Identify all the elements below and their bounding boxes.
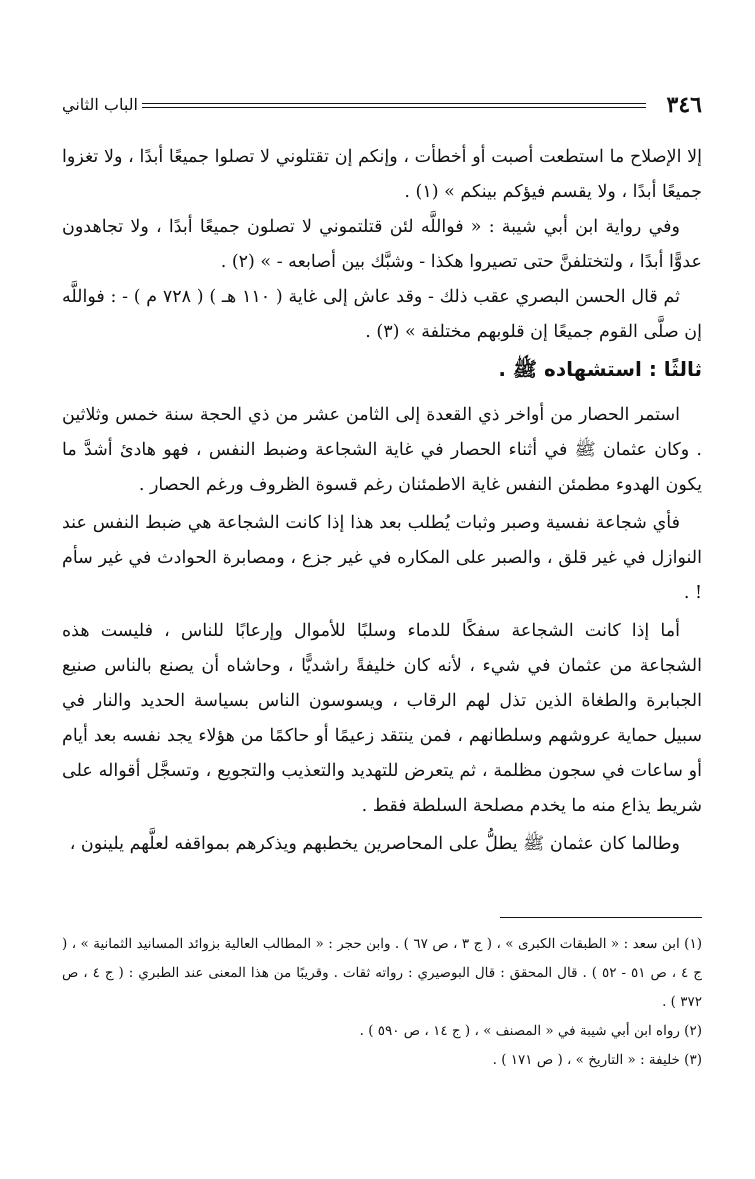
section-text-block (62, 398, 702, 865)
footnote: (٣) خليفة : « التاريخ » ، ( ص ١٧١ ) . (492, 1052, 702, 1068)
paragraph: وطالما كان عثمان ﷺ يطلُّ على المحاصرين يخطبهم ويذكرهم بمواقفه لعلَّهم يلينون ، (69, 834, 680, 854)
footnote: (١) ابن سعد : « الطبقات الكبرى » ، ( ج ٣ ، ص ٦٧ ) . وابن حجر : « المطالب العالية بزوائد المسانيد الثمانية » ، ( ج ٤ ، ص ٥١ - ٥٢ ) . قال المحقق : قال البوصيري : رواته ثقات . وقريبًا من هذا المعنى عند الطبري : ( ج ٤ ، ص ٣٧٢ ) . (62, 936, 702, 1010)
section-heading: ثالثًا : استشهاده ﷺ . (498, 357, 702, 381)
paragraph: فأي شجاعة نفسية وصبر وثبات يُطلب بعد هذا إذا كانت الشجاعة هي ضبط النفس عند النوازل في غير قلق ، والصبر على المكاره في غير جزع ، ومصابرة الحوادث في غير سأم ! . (62, 513, 702, 603)
paragraph: وفي رواية ابن أبي شيبة : « فواللَّه لئن قتلتموني لا تصلون جميعًا أبدًا ، ولا تجاهدون عدوًّا أبدًا ، ولتختلفنَّ حتى تصيروا هكذا - وشبَّك بين أصابعه - » (٢) . (62, 217, 702, 272)
paragraph: استمر الحصار من أواخر ذي القعدة إلى الثامن عشر من ذي الحجة سنة خمس وثلاثين . وكان عثمان ﷺ في أثناء الحصار في غاية الشجاعة وضبط النفس ، فهو هادئ أشدَّ ما يكون الهدوء مطمئن النفس غاية الاطمئنان رغم قسوة الظروف ورغم الحصار . (62, 405, 702, 495)
paragraph: أما إذا كانت الشجاعة سفكًا للدماء وسلبًا للأموال وإرعابًا للناس ، فليست هذه الشجاعة من عثمان في شيء ، لأنه كان خليفةً راشديًّا ، وحاشاه أن يصنع بالناس صنيع الجبابرة والطغاة الذين تذل لهم الرقاب ، ويسوسون الناس بسياسة الحديد والنار في سبيل حماية عروشهم وسلطانهم ، فمن ينتقد زعيمًا أو حاكمًا من هؤلاء يجد نفسه بعد أيام أو ساعات في سجون مظلمة ، ثم يتعرض للتهديد والتعذيب والتجويع ، وتسجَّل أقواله على شريط يذاع منه ما يخدم مصلحة السلطة فقط . (62, 621, 702, 816)
page-number: ٣٤٦ (666, 92, 702, 118)
header-rule (142, 103, 646, 108)
continued-text-block (62, 140, 702, 350)
footnotes (62, 930, 702, 1075)
footnote-separator (500, 917, 702, 918)
paragraph: إلا الإصلاح ما استطعت أصبت أو أخطأت ، وإنكم إن تقتلوني لا تصلوا جميعًا أبدًا ، ولا تغزوا جميعًا أبدًا ، ولا يقسم فيؤكم بينكم » (١) . (62, 147, 702, 202)
paragraph: ثم قال الحسن البصري عقب ذلك - وقد عاش إلى غاية ( ١١٠ هـ ) ( ٧٢٨ م ) - : فواللَّه إن صلَّى القوم جميعًا إن قلوبهم مختلفة » (٣) . (62, 287, 702, 342)
chapter-title: الباب الثاني (62, 95, 138, 114)
footnote: (٢) رواه ابن أبي شيبة في « المصنف » ، ( ج ١٤ ، ص ٥٩٠ ) . (359, 1023, 702, 1039)
running-header (62, 92, 702, 122)
